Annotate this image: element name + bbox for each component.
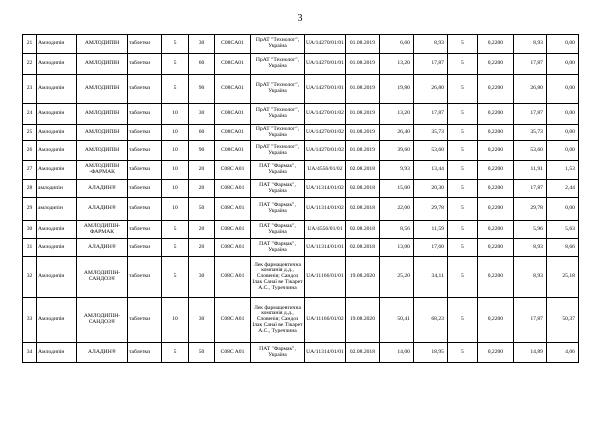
cell-inn-name: Амлодипін (37, 75, 77, 104)
cell-price-4: 0,00 (546, 75, 578, 104)
cell-inn-name: Амлодипін (37, 104, 77, 125)
cell-dosage-form: таблетки (128, 54, 162, 75)
cell-row-number: 27 (23, 161, 37, 180)
cell-atc-code: C08C A01 (215, 298, 251, 343)
cell-price-2: 20,30 (413, 180, 447, 198)
cell-atc-code: C08C A01 (215, 343, 251, 363)
cell-price-3: 17,87 (513, 104, 546, 125)
cell-price-2: 53,60 (413, 141, 447, 161)
cell-dosage-form: таблетки (128, 221, 162, 239)
cell-registration-date: 02.08.2018 (345, 239, 379, 257)
cell-price-4: 0,00 (546, 35, 578, 54)
cell-price-4: 2,44 (546, 180, 578, 198)
cell-price-2: 26,80 (413, 75, 447, 104)
cell-registration-date: 19.08.2020 (345, 298, 379, 343)
cell-pack-quantity: 30 (189, 35, 215, 54)
table-row (23, 104, 579, 125)
table-row (23, 141, 579, 161)
cell-inn-name: амлодипін (37, 198, 77, 221)
cell-column-14: 0,2200 (477, 141, 513, 161)
cell-registration-number: UA/14270/01/02 (305, 125, 346, 141)
cell-price-3: 35,73 (513, 125, 546, 141)
table-row (23, 75, 579, 104)
cell-registration-number: UA/11314/01/02 (305, 198, 346, 221)
cell-row-number: 22 (23, 54, 37, 75)
cell-registration-number: UA/11166/01/01 (305, 257, 346, 298)
cell-trade-name: АМЛОДИПІН (77, 75, 128, 104)
cell-price-3: 17,87 (513, 298, 546, 343)
cell-registration-date: 02.08.2018 (345, 343, 379, 363)
cell-registration-date: 19.08.2020 (345, 257, 379, 298)
cell-dosage-form: таблетки (128, 239, 162, 257)
cell-column-13: 5 (447, 257, 477, 298)
cell-price-1: 50,41 (379, 298, 413, 343)
cell-registration-number: UA/4556/01/01 (305, 221, 346, 239)
cell-atc-code: C08C A01 (215, 180, 251, 198)
cell-column-13: 5 (447, 125, 477, 141)
cell-row-number: 34 (23, 343, 37, 363)
cell-price-1: 13,20 (379, 54, 413, 75)
cell-pack-quantity: 20 (189, 161, 215, 180)
cell-column-13: 5 (447, 298, 477, 343)
cell-strength: 5 (162, 257, 189, 298)
cell-trade-name: АЛАДИН® (77, 343, 128, 363)
cell-price-1: 15,00 (379, 180, 413, 198)
cell-dosage-form: таблетки (128, 343, 162, 363)
cell-price-4: 5,63 (546, 221, 578, 239)
cell-atc-code: C08CA01 (215, 54, 251, 75)
cell-strength: 10 (162, 161, 189, 180)
cell-manufacturer: ПрАТ "Технолог", Україна (251, 141, 305, 161)
cell-column-14: 0,2200 (477, 221, 513, 239)
cell-dosage-form: таблетки (128, 104, 162, 125)
cell-trade-name: АМЛОДИПІН (77, 35, 128, 54)
cell-price-2: 68,23 (413, 298, 447, 343)
table-row (23, 180, 579, 198)
cell-row-number: 30 (23, 221, 37, 239)
cell-dosage-form: таблетки (128, 161, 162, 180)
cell-trade-name: АМЛОДИПІН-САНДОЗ® (77, 298, 128, 343)
cell-price-3: 29,78 (513, 198, 546, 221)
cell-price-1: 39,60 (379, 141, 413, 161)
cell-registration-date: 02.08.2018 (345, 180, 379, 198)
cell-row-number: 31 (23, 239, 37, 257)
cell-price-3: 14,89 (513, 343, 546, 363)
cell-strength: 10 (162, 198, 189, 221)
table-row (23, 239, 579, 257)
cell-row-number: 21 (23, 35, 37, 54)
cell-atc-code: C08CA01 (215, 141, 251, 161)
cell-atc-code: C08CA01 (215, 104, 251, 125)
cell-price-3: 8,93 (513, 257, 546, 298)
cell-price-2: 17,87 (413, 54, 447, 75)
cell-registration-date: 01.08.2019 (345, 35, 379, 54)
cell-pack-quantity: 50 (189, 343, 215, 363)
cell-price-3: 17,87 (513, 54, 546, 75)
cell-column-14: 0,2200 (477, 161, 513, 180)
cell-row-number: 32 (23, 257, 37, 298)
table-row (23, 161, 579, 180)
cell-atc-code: C08C A01 (215, 161, 251, 180)
cell-price-1: 25,20 (379, 257, 413, 298)
cell-strength: 5 (162, 221, 189, 239)
cell-registration-number: UA/14270/01/01 (305, 35, 346, 54)
cell-price-4: 25,18 (546, 257, 578, 298)
cell-price-1: 9,93 (379, 161, 413, 180)
cell-inn-name: Амлодипін (37, 141, 77, 161)
cell-inn-name: Амлодипін (37, 239, 77, 257)
cell-strength: 5 (162, 35, 189, 54)
cell-price-3: 8,93 (513, 35, 546, 54)
cell-manufacturer: ПАТ "Фармак", Україна (251, 221, 305, 239)
table-row (23, 54, 579, 75)
cell-column-13: 5 (447, 35, 477, 54)
cell-column-13: 5 (447, 221, 477, 239)
cell-inn-name: Амлодипін (37, 257, 77, 298)
cell-price-4: 0,00 (546, 198, 578, 221)
cell-strength: 10 (162, 180, 189, 198)
cell-trade-name: АЛАДИН® (77, 180, 128, 198)
cell-price-1: 26,40 (379, 125, 413, 141)
cell-price-1: 19,80 (379, 75, 413, 104)
cell-price-4: 0,00 (546, 54, 578, 75)
cell-registration-date: 01.08.2019 (345, 104, 379, 125)
cell-column-13: 5 (447, 141, 477, 161)
cell-column-14: 0,2200 (477, 54, 513, 75)
cell-manufacturer: ПАТ "Фармак", Україна (251, 180, 305, 198)
cell-atc-code: C08C A01 (215, 221, 251, 239)
table-row (23, 221, 579, 239)
cell-price-1: 13,00 (379, 239, 413, 257)
cell-registration-number: UA/11314/01/01 (305, 343, 346, 363)
cell-dosage-form: таблетки (128, 125, 162, 141)
cell-pack-quantity: 30 (189, 104, 215, 125)
cell-column-14: 0,2200 (477, 257, 513, 298)
cell-trade-name: АМЛОДИПІН (77, 125, 128, 141)
cell-pack-quantity: 30 (189, 257, 215, 298)
cell-price-2: 11,59 (413, 221, 447, 239)
cell-registration-date: 02.08.2018 (345, 221, 379, 239)
cell-registration-number: UA/11166/01/02 (305, 298, 346, 343)
cell-column-13: 5 (447, 180, 477, 198)
cell-column-14: 0,2200 (477, 239, 513, 257)
cell-column-14: 0,2200 (477, 343, 513, 363)
cell-price-3: 53,60 (513, 141, 546, 161)
cell-column-13: 5 (447, 54, 477, 75)
table-row (23, 343, 579, 363)
cell-registration-date: 01.08.2019 (345, 54, 379, 75)
cell-inn-name: Амлодипін (37, 54, 77, 75)
cell-manufacturer: Лек фармацевтична компанія д.д., Словенія; Сандоз Ілак Санаї ве Тікарет А.С., Туреччина (251, 257, 305, 298)
cell-atc-code: C08C A01 (215, 198, 251, 221)
cell-price-1: 22,00 (379, 198, 413, 221)
cell-strength: 5 (162, 54, 189, 75)
cell-price-2: 29,78 (413, 198, 447, 221)
cell-inn-name: Амлодипін (37, 298, 77, 343)
cell-price-2: 34,11 (413, 257, 447, 298)
cell-registration-number: UA/4556/01/02 (305, 161, 346, 180)
cell-trade-name: АМЛОДИПІН-САНДОЗ® (77, 257, 128, 298)
cell-price-1: 14,00 (379, 343, 413, 363)
cell-inn-name: Амлодипін (37, 343, 77, 363)
cell-column-14: 0,2200 (477, 35, 513, 54)
cell-manufacturer: ПрАТ "Технолог", Україна (251, 75, 305, 104)
cell-inn-name: амлодипін (37, 180, 77, 198)
cell-pack-quantity: 30 (189, 298, 215, 343)
cell-atc-code: C08C A01 (215, 257, 251, 298)
cell-price-4: 0,00 (546, 104, 578, 125)
cell-column-14: 0,2200 (477, 298, 513, 343)
table-row (23, 298, 579, 343)
cell-row-number: 28 (23, 180, 37, 198)
cell-dosage-form: таблетки (128, 198, 162, 221)
cell-atc-code: C08CA01 (215, 35, 251, 54)
cell-registration-number: UA/11314/01/02 (305, 180, 346, 198)
cell-price-2: 17,60 (413, 239, 447, 257)
cell-trade-name: АМЛОДИПІН (77, 141, 128, 161)
table-row (23, 35, 579, 54)
cell-trade-name: АЛАДИН® (77, 198, 128, 221)
cell-manufacturer: ПАТ "Фармак", Україна (251, 239, 305, 257)
cell-price-1: 6,60 (379, 35, 413, 54)
cell-price-4: 50,37 (546, 298, 578, 343)
cell-price-3: 8,93 (513, 239, 546, 257)
cell-column-13: 5 (447, 104, 477, 125)
cell-column-14: 0,2200 (477, 198, 513, 221)
cell-column-13: 5 (447, 343, 477, 363)
cell-price-1: 8,56 (379, 221, 413, 239)
cell-pack-quantity: 20 (189, 239, 215, 257)
cell-column-14: 0,2200 (477, 75, 513, 104)
cell-column-13: 5 (447, 161, 477, 180)
cell-price-4: 8,66 (546, 239, 578, 257)
cell-row-number: 26 (23, 141, 37, 161)
cell-dosage-form: таблетки (128, 180, 162, 198)
cell-strength: 5 (162, 343, 189, 363)
cell-registration-date: 02.08.2018 (345, 161, 379, 180)
cell-dosage-form: таблетки (128, 35, 162, 54)
cell-registration-number: UA/14270/01/02 (305, 141, 346, 161)
cell-row-number: 24 (23, 104, 37, 125)
cell-manufacturer: Лек фармацевтична компанія д.д., Словенія; Сандоз Ілак Санаї ве Тікарет А.С., Туреччина (251, 298, 305, 343)
cell-trade-name: АМЛОДИПІН -ФАРМАК (77, 161, 128, 180)
cell-row-number: 23 (23, 75, 37, 104)
cell-registration-date: 01.08.2019 (345, 141, 379, 161)
table-row (23, 125, 579, 141)
table-body (23, 35, 579, 363)
cell-registration-number: UA/14270/01/02 (305, 104, 346, 125)
cell-registration-number: UA/14270/01/01 (305, 54, 346, 75)
cell-inn-name: Амлодипін (37, 125, 77, 141)
cell-atc-code: C08CA01 (215, 75, 251, 104)
cell-trade-name: АМЛОДИПІН (77, 54, 128, 75)
cell-inn-name: Амлодипін (37, 221, 77, 239)
cell-trade-name: АМЛОДИПІН-ФАРМАК (77, 221, 128, 239)
cell-column-13: 5 (447, 75, 477, 104)
cell-column-13: 5 (447, 198, 477, 221)
cell-trade-name: АЛАДИН® (77, 239, 128, 257)
cell-atc-code: C08C A01 (215, 239, 251, 257)
cell-atc-code: C08CA01 (215, 125, 251, 141)
cell-manufacturer: ПАТ "Фармак", Україна (251, 161, 305, 180)
table-row (23, 257, 579, 298)
cell-pack-quantity: 90 (189, 141, 215, 161)
cell-row-number: 29 (23, 198, 37, 221)
cell-trade-name: АМЛОДИПІН (77, 104, 128, 125)
cell-manufacturer: ПАТ "Фармак", Україна (251, 343, 305, 363)
cell-registration-date: 01.08.2019 (345, 75, 379, 104)
cell-pack-quantity: 20 (189, 221, 215, 239)
medicine-price-table (22, 34, 579, 363)
cell-manufacturer: ПрАТ "Технолог", Україна (251, 54, 305, 75)
cell-strength: 10 (162, 141, 189, 161)
cell-price-3: 11,91 (513, 161, 546, 180)
cell-price-3: 26,80 (513, 75, 546, 104)
cell-strength: 10 (162, 298, 189, 343)
cell-price-2: 8,93 (413, 35, 447, 54)
cell-row-number: 33 (23, 298, 37, 343)
cell-dosage-form: таблетки (128, 141, 162, 161)
cell-price-4: 0,00 (546, 125, 578, 141)
cell-price-4: 4,06 (546, 343, 578, 363)
cell-strength: 10 (162, 125, 189, 141)
cell-price-2: 13,44 (413, 161, 447, 180)
cell-registration-date: 01.08.2019 (345, 125, 379, 141)
cell-registration-number: UA/11314/01/01 (305, 239, 346, 257)
table-row (23, 198, 579, 221)
cell-column-13: 5 (447, 239, 477, 257)
cell-registration-number: UA/14270/01/01 (305, 75, 346, 104)
cell-strength: 10 (162, 104, 189, 125)
cell-pack-quantity: 50 (189, 198, 215, 221)
cell-pack-quantity: 90 (189, 75, 215, 104)
cell-dosage-form: таблетки (128, 257, 162, 298)
cell-dosage-form: таблетки (128, 75, 162, 104)
cell-price-3: 17,87 (513, 180, 546, 198)
cell-manufacturer: ПрАТ "Технолог", Україна (251, 104, 305, 125)
cell-row-number: 25 (23, 125, 37, 141)
cell-pack-quantity: 20 (189, 180, 215, 198)
cell-inn-name: Амлодипін (37, 35, 77, 54)
page-number: 3 (297, 13, 303, 24)
cell-inn-name: Амлодипін (37, 161, 77, 180)
cell-column-14: 0,2200 (477, 104, 513, 125)
cell-pack-quantity: 60 (189, 125, 215, 141)
cell-strength: 5 (162, 75, 189, 104)
cell-column-14: 0,2200 (477, 180, 513, 198)
cell-price-2: 35,73 (413, 125, 447, 141)
cell-registration-date: 02.08.2018 (345, 198, 379, 221)
cell-manufacturer: ПрАТ "Технолог", Україна (251, 125, 305, 141)
cell-strength: 5 (162, 239, 189, 257)
cell-price-2: 17,87 (413, 104, 447, 125)
cell-price-4: 0,00 (546, 141, 578, 161)
cell-pack-quantity: 60 (189, 54, 215, 75)
cell-price-2: 18,95 (413, 343, 447, 363)
cell-price-1: 13,20 (379, 104, 413, 125)
cell-manufacturer: ПАТ "Фармак", Україна (251, 198, 305, 221)
cell-column-14: 0,2200 (477, 125, 513, 141)
cell-manufacturer: ПрАТ "Технолог", Україна (251, 35, 305, 54)
cell-dosage-form: таблетки (128, 298, 162, 343)
cell-price-4: 1,53 (546, 161, 578, 180)
cell-price-3: 5,96 (513, 221, 546, 239)
